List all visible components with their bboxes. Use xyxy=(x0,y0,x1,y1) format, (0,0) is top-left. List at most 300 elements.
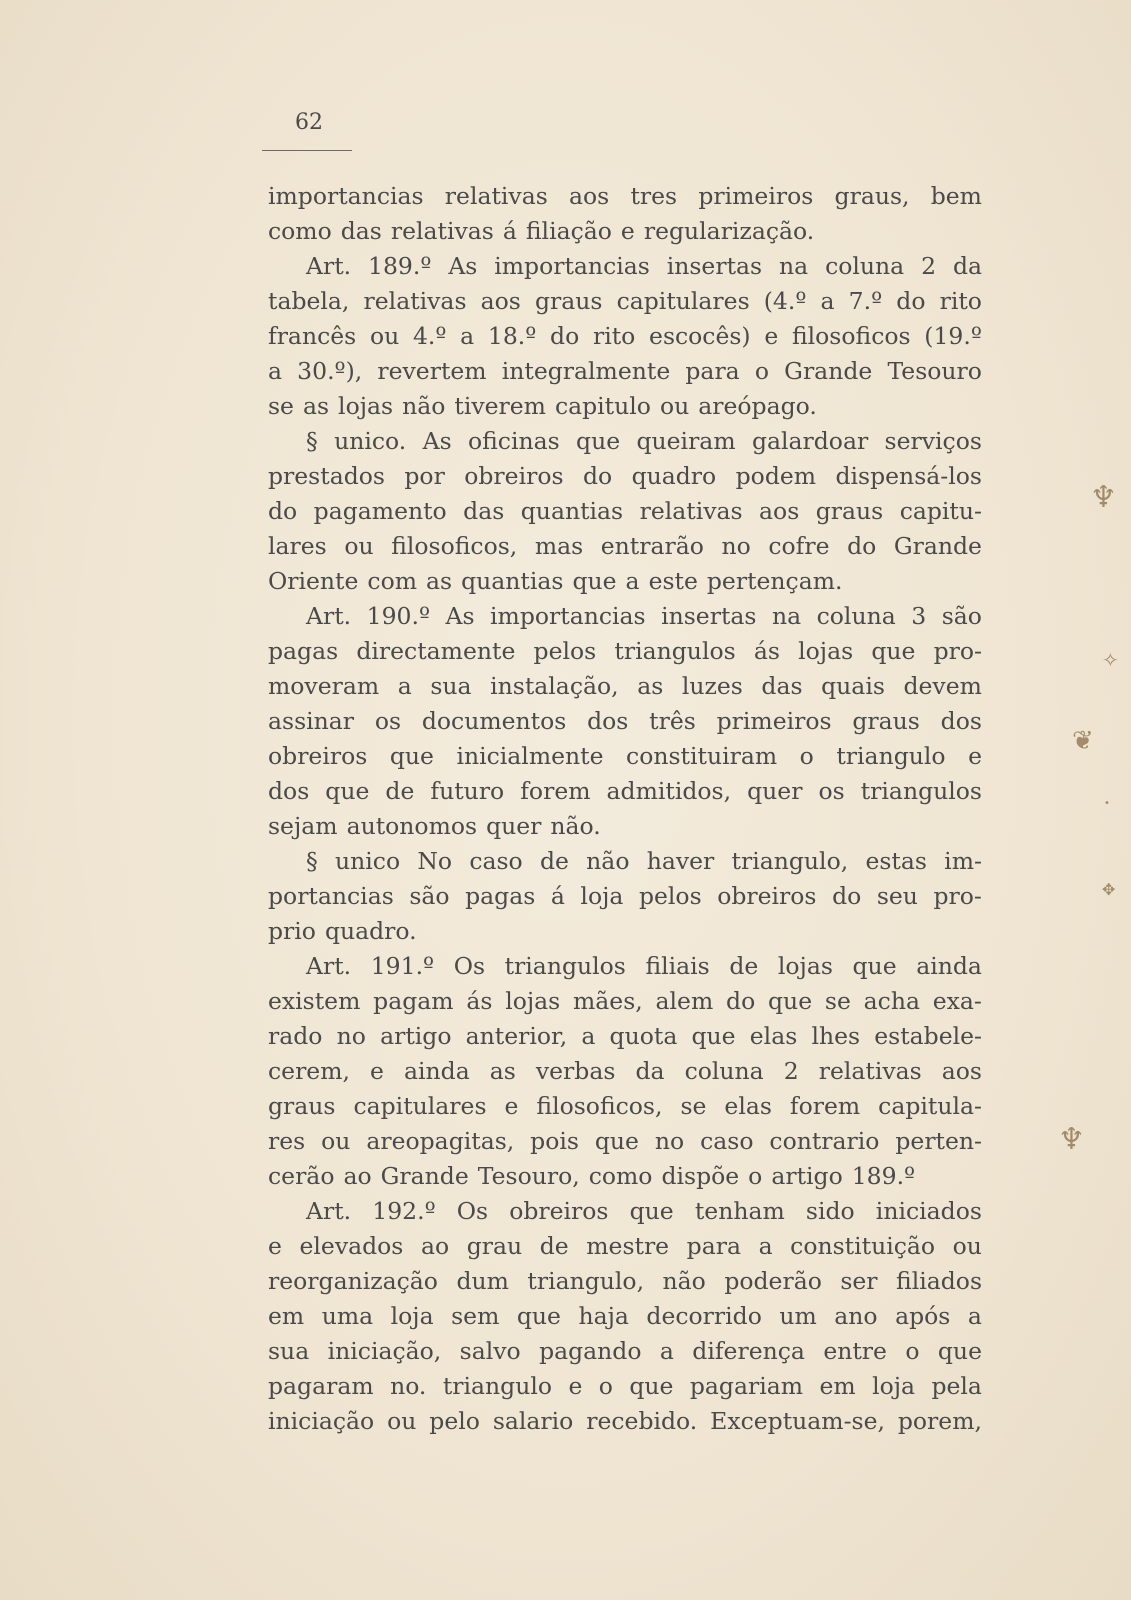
word: entrarão xyxy=(600,532,704,560)
header-rule xyxy=(262,150,352,151)
word: um xyxy=(779,1302,817,1330)
word: sua xyxy=(430,672,472,700)
word: tiverem xyxy=(454,392,546,420)
text-line xyxy=(268,774,982,809)
word: como xyxy=(588,1162,653,1190)
word: directamente xyxy=(356,637,516,665)
word: que xyxy=(572,567,617,595)
word: graus xyxy=(534,287,603,315)
word: 3 xyxy=(911,602,927,630)
word: 30.º), xyxy=(297,357,363,385)
word: inicialmente xyxy=(456,742,604,770)
margin-ornament-icon: ♆ xyxy=(1058,1122,1085,1157)
word: triangulo xyxy=(442,1372,553,1400)
word: estas xyxy=(865,847,927,875)
word: recebido. xyxy=(586,1407,698,1435)
word: ou xyxy=(952,1232,982,1260)
word: e xyxy=(370,1057,384,1085)
word: relativas xyxy=(363,287,467,315)
word: iniciação xyxy=(268,1407,375,1435)
word: pois xyxy=(530,1127,579,1155)
word: rito xyxy=(592,322,636,350)
word: im- xyxy=(944,847,982,875)
word: do xyxy=(832,882,862,910)
word: lojas xyxy=(777,952,833,980)
word: haver xyxy=(646,847,715,875)
word: ao xyxy=(420,1232,450,1260)
word: as xyxy=(489,1057,516,1085)
word: do xyxy=(582,462,613,490)
text-line xyxy=(268,284,982,319)
word: unico. xyxy=(334,427,407,455)
word: e xyxy=(504,1092,519,1120)
word: triangulos xyxy=(860,777,982,805)
word: das xyxy=(340,217,382,245)
word: elas xyxy=(749,1022,798,1050)
word: na xyxy=(771,602,802,630)
word: do xyxy=(726,987,756,1015)
text-line xyxy=(268,634,982,669)
word: pro- xyxy=(933,882,982,910)
word: ou xyxy=(321,1127,351,1155)
word: não xyxy=(402,392,446,420)
word: tenham xyxy=(694,1197,785,1225)
word: dispõe xyxy=(661,1162,740,1190)
word: bem xyxy=(930,182,982,210)
margin-ornament-icon: ❦ xyxy=(1072,726,1094,756)
word: que xyxy=(325,777,370,805)
word: as xyxy=(302,392,330,420)
word: pelos xyxy=(533,637,597,665)
text-line xyxy=(268,214,982,249)
word: unico xyxy=(335,847,401,875)
word: primeiros xyxy=(698,182,814,210)
word: com xyxy=(367,567,418,595)
word: e xyxy=(568,1372,583,1400)
word: mas xyxy=(534,532,584,560)
word: pelo xyxy=(429,1407,480,1435)
word: Grande xyxy=(380,1162,469,1190)
text-line xyxy=(268,564,982,599)
word: quer xyxy=(747,777,803,805)
word: grau xyxy=(466,1232,523,1260)
text-line xyxy=(268,809,982,844)
word: triangulo, xyxy=(731,847,849,875)
word: instalação, xyxy=(490,672,619,700)
word: obreiros xyxy=(268,742,368,770)
word: relativas xyxy=(639,497,743,525)
word: Oriente xyxy=(268,567,359,595)
word: coluna xyxy=(816,602,896,630)
word: Art. xyxy=(306,602,352,630)
word: contrario xyxy=(769,1127,880,1155)
word: a xyxy=(625,567,640,595)
word: como xyxy=(268,217,332,245)
word: as xyxy=(637,672,664,700)
word: pagariam xyxy=(689,1372,804,1400)
word: que xyxy=(629,1372,674,1400)
text-line xyxy=(268,1404,982,1439)
word: coluna xyxy=(825,252,905,280)
word: quer xyxy=(486,812,542,840)
word: Os xyxy=(456,1197,489,1225)
word: e xyxy=(268,1232,282,1260)
word: portancias xyxy=(268,882,394,910)
word: primeiros xyxy=(716,707,832,735)
margin-ornament-icon: ✥ xyxy=(1102,880,1116,899)
word: aos xyxy=(569,182,610,210)
word: se xyxy=(680,1092,707,1120)
word: dos xyxy=(268,777,310,805)
text-line xyxy=(268,949,982,984)
word: a xyxy=(659,1337,674,1365)
text-line xyxy=(268,1159,982,1194)
word: prestados xyxy=(268,462,385,490)
word: capitu- xyxy=(899,497,982,525)
word: a xyxy=(967,1302,982,1330)
word: pro- xyxy=(933,637,982,665)
word: 192.º xyxy=(372,1197,436,1225)
word: aos xyxy=(480,287,521,315)
word: após xyxy=(895,1302,951,1330)
word: luzes xyxy=(681,672,743,700)
word: importancias xyxy=(268,182,424,210)
word: relativas xyxy=(818,1057,922,1085)
word: loja xyxy=(872,1372,916,1400)
word: filosoficos, xyxy=(391,532,518,560)
word: na xyxy=(779,252,809,280)
text-line xyxy=(268,1229,982,1264)
word: do xyxy=(896,287,926,315)
word: de xyxy=(539,847,569,875)
word: autonomos xyxy=(346,812,478,840)
word: que xyxy=(871,637,916,665)
word: acha xyxy=(863,987,920,1015)
text-line xyxy=(268,599,982,634)
text-line xyxy=(268,459,982,494)
text-line xyxy=(268,1054,982,1089)
word: oficinas xyxy=(467,427,560,455)
word: para xyxy=(686,1232,741,1260)
word: francês xyxy=(268,322,357,350)
word: para xyxy=(685,357,740,385)
text-line xyxy=(268,319,982,354)
word: que xyxy=(937,1337,982,1365)
word: ainda xyxy=(403,1057,470,1085)
word: o xyxy=(748,1162,763,1190)
word: são xyxy=(409,882,450,910)
word: são xyxy=(941,602,982,630)
word: ano xyxy=(834,1302,878,1330)
word: Exceptuam-se, xyxy=(710,1407,885,1435)
word: elas xyxy=(724,1092,772,1120)
word: e xyxy=(968,742,982,770)
word: Tesouro, xyxy=(477,1162,580,1190)
word: se xyxy=(268,392,294,420)
word: lares xyxy=(268,532,327,560)
word: coluna xyxy=(684,1057,764,1085)
word: quadro. xyxy=(324,917,417,945)
word: lojas xyxy=(505,987,561,1015)
word: de xyxy=(729,952,759,980)
word: á xyxy=(550,882,565,910)
word: dum xyxy=(456,1267,509,1295)
word: não xyxy=(586,847,630,875)
word: anterior, xyxy=(465,1022,568,1050)
word: e xyxy=(764,322,779,350)
word: prio xyxy=(268,917,316,945)
word: lhes xyxy=(811,1022,861,1050)
word: importancias xyxy=(494,252,650,280)
word: das xyxy=(761,672,803,700)
word: pagando xyxy=(539,1337,642,1365)
word: (19.º xyxy=(924,322,982,350)
word: que xyxy=(768,987,813,1015)
word: loja xyxy=(580,882,624,910)
text-line xyxy=(268,529,982,564)
word: filosoficos xyxy=(791,322,911,350)
word: pela xyxy=(931,1372,982,1400)
word: que xyxy=(852,952,897,980)
word: 191.º xyxy=(370,952,435,980)
word: revertem xyxy=(377,357,487,385)
word: constituição xyxy=(790,1232,936,1260)
word: graus xyxy=(852,707,920,735)
word: alem xyxy=(655,987,714,1015)
text-line xyxy=(268,249,982,284)
word: ao xyxy=(343,1162,372,1190)
word: triangulo xyxy=(836,742,946,770)
word: regularização. xyxy=(643,217,815,245)
word: relativas xyxy=(444,182,548,210)
word: cofre xyxy=(768,532,830,560)
word: lojas xyxy=(798,637,854,665)
word: 2 xyxy=(783,1057,799,1085)
text-line xyxy=(268,494,982,529)
page-number: 62 xyxy=(295,110,323,135)
word: quantias xyxy=(520,497,624,525)
word: § xyxy=(306,847,318,875)
word: areópago. xyxy=(698,392,817,420)
word: das xyxy=(463,497,505,525)
word: res xyxy=(268,1127,306,1155)
word: o xyxy=(754,357,770,385)
word: o xyxy=(905,1337,920,1365)
word: 2 xyxy=(921,252,937,280)
word: que xyxy=(576,427,621,455)
word: a xyxy=(758,1232,773,1260)
word: estabele- xyxy=(874,1022,982,1050)
word: ás xyxy=(753,637,780,665)
word: triangulos xyxy=(614,637,736,665)
word: caso xyxy=(700,1127,754,1155)
word: graus, xyxy=(834,182,910,210)
word: capitula- xyxy=(878,1092,982,1120)
word: sem xyxy=(451,1302,500,1330)
word: 189.º xyxy=(851,1162,916,1190)
word: capitulares xyxy=(353,1092,487,1120)
word: pagas xyxy=(465,882,536,910)
word: quadro xyxy=(631,462,717,490)
word: graus xyxy=(815,497,884,525)
word: existem xyxy=(268,987,361,1015)
word: por xyxy=(404,462,445,490)
word: no xyxy=(721,532,751,560)
word: no xyxy=(654,1127,685,1155)
word: rado xyxy=(268,1022,323,1050)
word: cerem, xyxy=(268,1057,350,1085)
word: mães, xyxy=(573,987,643,1015)
word: triangulos xyxy=(504,952,626,980)
word: dos xyxy=(940,707,982,735)
word: queiram xyxy=(636,427,736,455)
text-line xyxy=(268,914,982,949)
word: não xyxy=(662,1267,706,1295)
word: tabela, xyxy=(268,287,350,315)
word: quota xyxy=(609,1022,678,1050)
word: rito xyxy=(939,287,982,315)
word: e xyxy=(620,217,635,245)
body-text xyxy=(268,179,982,1439)
word: que xyxy=(516,1302,561,1330)
text-line xyxy=(268,389,982,424)
word: três xyxy=(649,707,696,735)
word: que xyxy=(691,1022,736,1050)
word: aos xyxy=(759,497,800,525)
text-line xyxy=(268,984,982,1019)
word: cerão xyxy=(268,1162,335,1190)
word: dos xyxy=(587,707,629,735)
word: não. xyxy=(550,812,601,840)
word: o xyxy=(799,742,814,770)
word: diferença xyxy=(692,1337,805,1365)
word: futuro xyxy=(430,777,505,805)
text-line xyxy=(268,1194,982,1229)
word: a xyxy=(460,322,475,350)
margin-ornament-icon: ✧ xyxy=(1102,648,1119,672)
word: filiados xyxy=(896,1267,982,1295)
word: do xyxy=(268,497,298,525)
word: triangulo, xyxy=(527,1267,645,1295)
word: ou xyxy=(369,322,400,350)
word: perten- xyxy=(895,1127,982,1155)
word: sua xyxy=(268,1337,310,1365)
word: de xyxy=(385,777,415,805)
word: As xyxy=(445,602,475,630)
word: graus xyxy=(268,1092,336,1120)
word: no. xyxy=(390,1372,427,1400)
word: 189.º xyxy=(368,252,432,280)
word: Art. xyxy=(306,1197,352,1225)
word: pertençam. xyxy=(706,567,843,595)
word: relativas xyxy=(390,217,494,245)
word: que xyxy=(594,1127,639,1155)
word: em xyxy=(819,1372,856,1400)
word: pagaram xyxy=(268,1372,374,1400)
word: iniciação, xyxy=(327,1337,442,1365)
margin-dot-icon: • xyxy=(1104,798,1110,809)
word: á xyxy=(502,217,517,245)
word: salario xyxy=(492,1407,574,1435)
word: ás xyxy=(466,987,493,1015)
word: devem xyxy=(903,672,982,700)
text-line xyxy=(268,704,982,739)
word: pelos xyxy=(638,882,702,910)
word: serviços xyxy=(884,427,982,455)
word: As xyxy=(448,252,478,280)
word: a xyxy=(397,672,412,700)
word: 18.º xyxy=(487,322,537,350)
word: ser xyxy=(840,1267,878,1295)
margin-ornament-icon: ♆ xyxy=(1090,480,1117,515)
word: uma xyxy=(321,1302,374,1330)
word: integralmente xyxy=(501,357,671,385)
word: o xyxy=(598,1372,613,1400)
word: a xyxy=(581,1022,596,1050)
word: insertas xyxy=(661,602,757,630)
word: forem xyxy=(789,1092,861,1120)
word: filiais xyxy=(645,952,710,980)
word: Os xyxy=(453,952,486,980)
word: em xyxy=(268,1302,305,1330)
word: pagam xyxy=(373,987,454,1015)
word: caso xyxy=(469,847,523,875)
word: ou xyxy=(659,392,690,420)
text-line xyxy=(268,1019,982,1054)
word: exa- xyxy=(932,987,982,1015)
word: do xyxy=(550,322,580,350)
word: salvo xyxy=(459,1337,521,1365)
word: da xyxy=(635,1057,665,1085)
word: areopagitas, xyxy=(366,1127,515,1155)
word: No xyxy=(417,847,453,875)
word: importancias xyxy=(490,602,646,630)
word: entre xyxy=(823,1337,887,1365)
text-line xyxy=(268,669,982,704)
word: capitulares xyxy=(616,287,750,315)
word: 7.º xyxy=(848,287,883,315)
word: quantias xyxy=(461,567,564,595)
word: este xyxy=(648,567,698,595)
word: ou xyxy=(387,1407,417,1435)
word: Grande xyxy=(784,357,873,385)
text-line xyxy=(268,844,982,879)
word: galardoar xyxy=(751,427,869,455)
text-line xyxy=(268,1089,982,1124)
word: podem xyxy=(735,462,817,490)
word: pagas xyxy=(268,637,339,665)
word: artigo xyxy=(380,1022,452,1050)
word: que xyxy=(389,742,434,770)
word: poderão xyxy=(724,1267,822,1295)
word: moveram xyxy=(268,672,380,700)
word: a xyxy=(268,357,283,385)
word: pagamento xyxy=(313,497,447,525)
word: os xyxy=(818,777,845,805)
word: obreiros xyxy=(464,462,564,490)
word: sido xyxy=(805,1197,855,1225)
word: decorrido xyxy=(646,1302,762,1330)
text-line xyxy=(268,879,982,914)
word: forem xyxy=(520,777,591,805)
word: tres xyxy=(630,182,678,210)
word: reorganização xyxy=(268,1267,438,1295)
text-line xyxy=(268,1334,982,1369)
text-line xyxy=(268,739,982,774)
word: § xyxy=(306,427,318,455)
word: assinar xyxy=(268,707,355,735)
text-line xyxy=(268,1124,982,1159)
